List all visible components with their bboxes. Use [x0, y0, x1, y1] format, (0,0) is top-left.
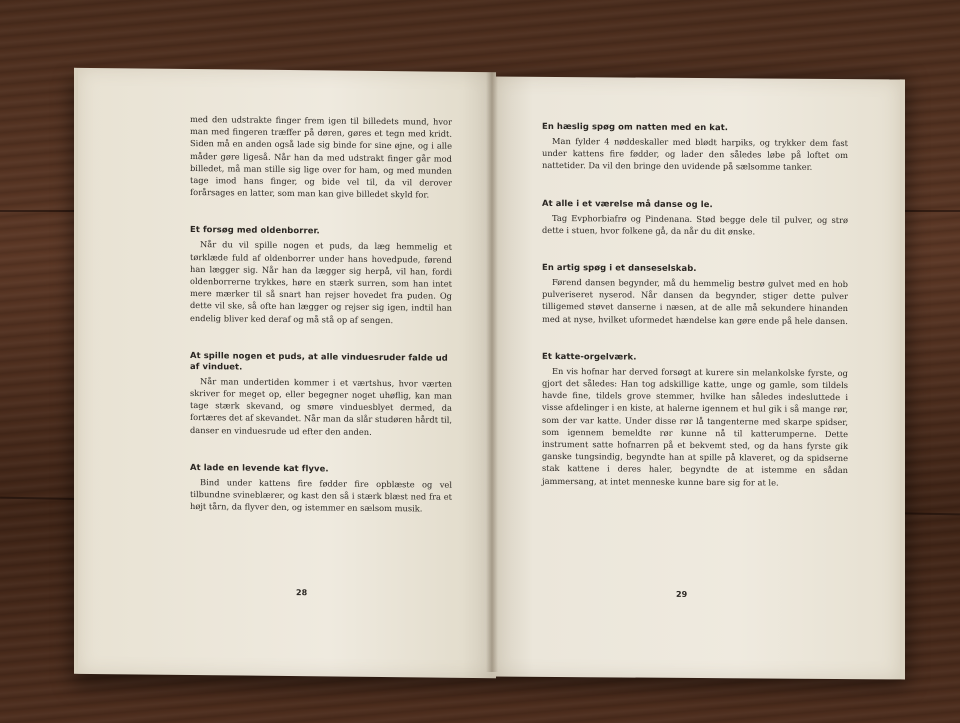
right-page-text [542, 121, 848, 489]
section-heading: At spille nogen et puds, at alle vinduesruder falde ud af vinduet. [190, 349, 448, 372]
left-page [74, 68, 496, 678]
book-gutter [486, 72, 498, 672]
section-text: Tag Evphorbiafrø og Pindenana. Stød begge dele til pulver, og strø dette i stuen, hvor folkene gå, da når du dit ønske. [542, 212, 848, 237]
page-number: 28 [296, 588, 308, 598]
section-heading: At lade en levende kat flyve. [190, 461, 329, 474]
right-page [492, 77, 905, 680]
section-heading: En hæslig spøg om natten med en kat. [542, 120, 729, 133]
section-text: En vis hofnar har derved forsøgt at kurere sin melankolske fyrste, og gjort det således: Han tog adskillige katte, unge og gamle, som tildels havde fine, tildels grove stemmer, hvilke han således indesluttede i visse afdelinger i en kiste, at halerne igennem et hul gik i så mange rør, som der var katte. Under disse rør lå tangenterne med skarpe spidser, som igennem bemeldte rør kunne nå til katterumperne. Dette instrument satte hofnarren på et bekvemt sted, og da hans fyrste gik ganske tungsindig, begyndte han at spille på klaveret, og da spidserne stak kattene i deres haler, begyndte de at istemme en sådan jammersang, at intet menneske kunne bare sig for at le. [542, 365, 848, 488]
page-number: 29 [676, 589, 688, 599]
section-text: Førend dansen begynder, må du hemmelig bestrø gulvet med en hob pulveriseret nyserod. Når dansen da begynder, stiger dette pulver tilligemed støvet danserne i næsen, at de alle må sekundere hinanden med at nyse, hvilket uformedet hændelse kan gøre ende på hele dansen. [542, 276, 848, 326]
section-heading: Et forsøg med oldenborrer. [190, 224, 320, 236]
section-text: Man fylder 4 nøddeskaller med blødt harpiks, og trykker dem fast under kattens fire fødder, og lader den således løbe på loftet om nattetider. Da vil den bringe den uvidende på sælsomme tanker. [542, 135, 848, 173]
left-page-intro: med den udstrakte finger frem igen til billedets mund, hvor man med fingeren træffer på døren, gøres et tegn med kridt. Siden må en anden også lade sig binde for sine øjne, og i alle måder gøre ligeså. Når han da med udstrakt finger går mod billedet, må man stille sig lige over for ham, og med munden tage imod hans finger, og bide vel til, da vil derover forårsages en latter, som man kan give billedet skyld for. [190, 114, 452, 200]
section-text: Bind under kattens fire fødder fire opblæste og vel tilbundne svineblærer, og kast den så i stærk blæst ned fra et højt tårn, da flyver den, og istemmer en sælsom musik. [190, 476, 452, 514]
section-text: Når man undertiden kommer i et værtshus, hvor værten skriver for meget op, eller begegner noget uhøflig, kan man tage stærk skevand, og smøre vinduesblyet dermed, da fortæres det af skevandet. Når man da slår studøren hårdt til, danser en vinduesrude ud efter den anden. [190, 375, 452, 437]
section-heading: Et katte-orgelværk. [542, 350, 637, 362]
section-heading: En artig spøg i et danseselskab. [542, 261, 697, 274]
section-text: Når du vil spille nogen et puds, da læg hemmelig et tørklæde fuld af oldenborrer under hans hovedpude, førend han lægger sig. Når han da lægger sig herpå, vil han, fordi oldenborrerne trykkes, høre en stærk surren, som han intet mere mærker til så snart han rejser hovedet fra puden. Og dette vil ske, så ofte han lægger og rejser sig igen, indtil han endelig bliver ked deraf og må stå op af sengen. [190, 239, 452, 325]
left-page-text [190, 113, 452, 515]
section-heading: At alle i et værelse må danse og le. [542, 197, 713, 209]
